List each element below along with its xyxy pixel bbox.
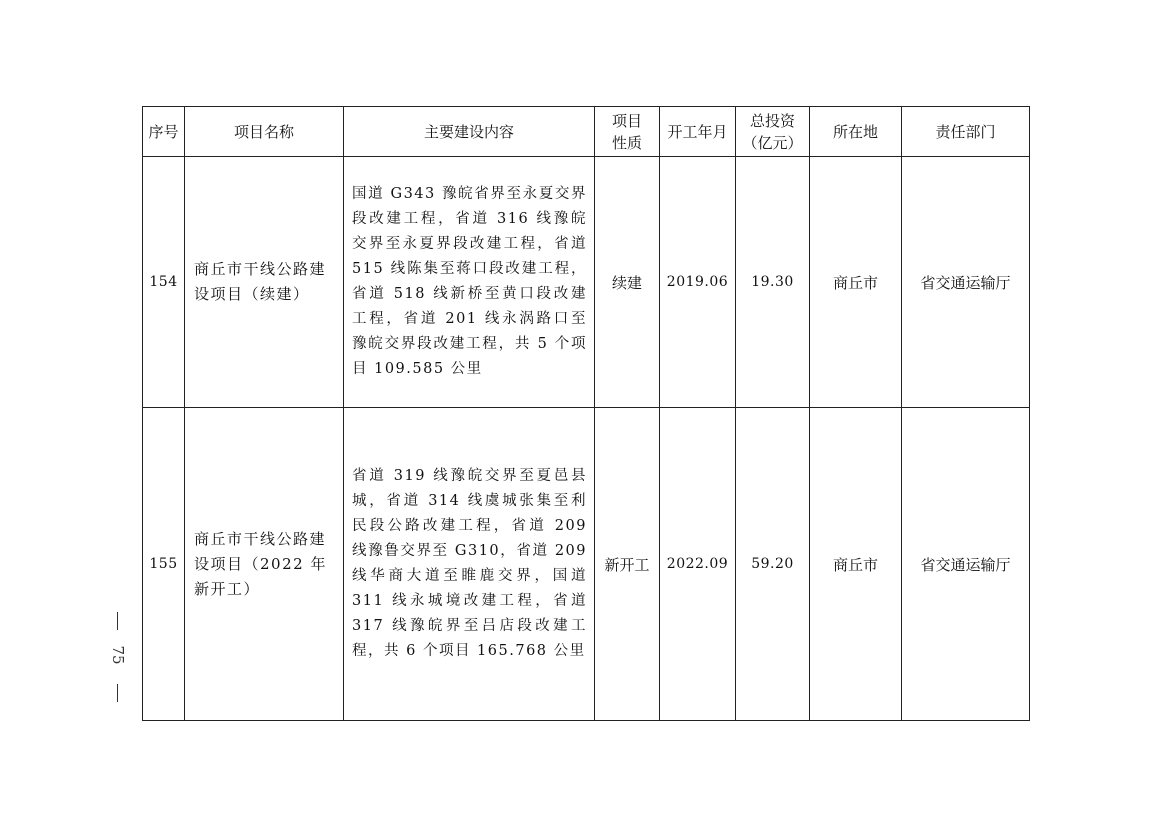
cell-location: 商丘市 (810, 157, 902, 408)
header-type-line2: 性质 (611, 133, 642, 152)
cell-start: 2019.06 (660, 157, 736, 408)
cell-location: 商丘市 (810, 408, 902, 721)
cell-start: 2022.09 (660, 408, 736, 721)
cell-content: 省道 319 线豫皖交界至夏邑县城，省道 314 线虞城张集至利民段公路改建工程，省道 209 线豫鲁交界至 G310，省道 209 线华商大道至睢鹿交界，国道 311 线永城境改建工程，省道 317 线豫皖界至吕店段改建工程，共 6 个项目 165.768 公里 (344, 408, 595, 721)
header-type (595, 107, 660, 157)
header-row (143, 107, 1030, 157)
cell-type: 新开工 (595, 408, 660, 721)
page-number-dash-top (117, 612, 118, 630)
cell-seq: 154 (143, 157, 185, 408)
cell-name: 商丘市干线公路建设项目（续建） (185, 157, 344, 408)
cell-invest: 59.20 (736, 408, 810, 721)
header-type-line1: 项目 (611, 111, 642, 130)
header-invest-line2: （亿元） (742, 133, 803, 152)
header-invest-line1: 总投资 (749, 111, 795, 130)
header-content: 主要建设内容 (344, 107, 595, 157)
header-location: 所在地 (810, 107, 902, 157)
cell-dept: 省交通运输厅 (902, 157, 1030, 408)
cell-invest: 19.30 (736, 157, 810, 408)
project-table (142, 106, 1030, 721)
header-invest (736, 107, 810, 157)
cell-seq: 155 (143, 408, 185, 721)
cell-content: 国道 G343 豫皖省界至永夏交界段改建工程，省道 316 线豫皖交界至永夏界段改建工程，省道 515 线陈集至蒋口段改建工程，省道 518 线新桥至黄口段改建工程，省道 201 线永涡路口至豫皖交界段改建工程，共 5 个项目 109.585 公里 (344, 157, 595, 408)
header-dept: 责任部门 (902, 107, 1030, 157)
cell-name: 商丘市干线公路建设项目（2022 年新开工） (185, 408, 344, 721)
header-seq: 序号 (143, 107, 185, 157)
header-start: 开工年月 (660, 107, 736, 157)
page-number-text: 75 (109, 645, 127, 665)
page-number-dash-bottom (117, 684, 118, 702)
cell-dept: 省交通运输厅 (902, 408, 1030, 721)
table-row (143, 157, 1030, 408)
cell-type: 续建 (595, 157, 660, 408)
page-number (108, 612, 128, 702)
header-name: 项目名称 (185, 107, 344, 157)
table-row (143, 408, 1030, 721)
